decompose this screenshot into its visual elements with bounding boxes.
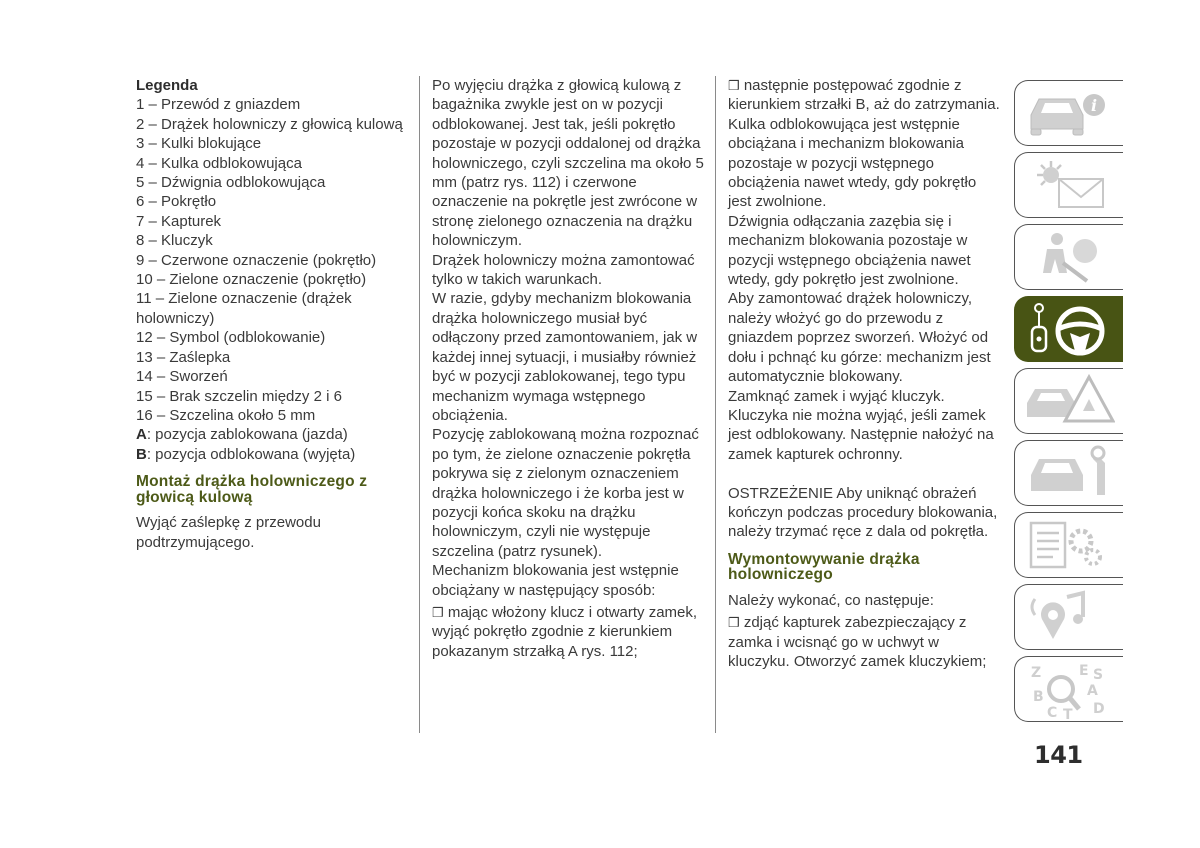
tab-emergency[interactable] bbox=[1014, 368, 1123, 434]
column-3 bbox=[728, 76, 1003, 671]
legend-item: 1 – Przewód z gniazdem bbox=[136, 96, 301, 114]
legend-key-a: A bbox=[136, 426, 147, 444]
paragraph: Kulka odblokowująca jest wstępnie obciążana i mechanizm blokowania pozostaje w pozycji wstępnego obciążenia nawet wtedy, gdy pokrętło jest zwolnione. bbox=[728, 115, 977, 211]
paragraph: Dźwignia odłączania zazębia się i mechanizm blokowania pozostaje w pozycji wstępnego obciążenia nawet wtedy, gdy pokrętło jest zwolnione. bbox=[728, 212, 971, 289]
legend-item: 6 – Pokrętło bbox=[136, 193, 217, 211]
tab-technical-data[interactable] bbox=[1014, 512, 1123, 578]
legend-item: 3 – Kulki blokujące bbox=[136, 135, 262, 153]
document-gears-icon bbox=[1023, 517, 1115, 573]
svg-text:C: C bbox=[1047, 705, 1058, 721]
legend-item: 14 – Sworzeń bbox=[136, 368, 228, 386]
spacer bbox=[728, 464, 1003, 483]
checkbox-bullet-icon: ❒ bbox=[728, 615, 740, 631]
tab-index[interactable] bbox=[1014, 656, 1123, 722]
paragraph: Kluczyka nie można wyjąć, jeśli zamek jest odblokowany. Następnie nałożyć na zamek kapturek ochronny. bbox=[728, 406, 994, 463]
tab-multimedia[interactable] bbox=[1014, 584, 1123, 650]
paragraph: Mechanizm blokowania jest wstępnie obciążany w następujący sposób: bbox=[432, 562, 679, 599]
paragraph: Drążek holowniczy można zamontować tylko w takich warunkach. bbox=[432, 251, 695, 289]
legend-item: 4 – Kulka odblokowująca bbox=[136, 154, 302, 172]
svg-text:Z: Z bbox=[1031, 665, 1042, 681]
tab-lights-mail[interactable] bbox=[1014, 152, 1123, 218]
checkbox-bullet-icon: ❒ bbox=[432, 604, 444, 620]
paragraph: Zamknąć zamek i wyjąć kluczyk. bbox=[728, 387, 945, 405]
car-warning-triangle-icon bbox=[1023, 373, 1115, 429]
bullet-text: następnie postępować zgodnie z kierunkiem strzałki B, aż do zatrzymania. bbox=[728, 77, 1000, 114]
paragraph: Należy wykonać, co następuje: bbox=[728, 591, 934, 609]
paragraph: Wyjąć zaślepkę z przewodu podtrzymującego. bbox=[136, 514, 321, 551]
legend-item: 15 – Brak szczelin między 2 i 6 bbox=[136, 387, 342, 405]
column-divider bbox=[419, 76, 420, 733]
car-wrench-icon bbox=[1023, 445, 1115, 501]
bullet-item bbox=[432, 603, 704, 661]
svg-text:S: S bbox=[1093, 667, 1104, 683]
column-2 bbox=[432, 76, 704, 661]
svg-text:E: E bbox=[1079, 663, 1089, 679]
svg-text:B: B bbox=[1033, 689, 1044, 705]
alphabetical-index-icon bbox=[1023, 661, 1115, 723]
checkbox-bullet-icon: ❒ bbox=[728, 78, 740, 93]
legend-item: 12 – Symbol (odblokowanie) bbox=[136, 329, 326, 347]
section-heading-mounting: Montaż drążka holowniczego z głowicą kulową bbox=[136, 473, 368, 506]
car-info-icon bbox=[1023, 85, 1115, 141]
lights-mail-icon bbox=[1023, 157, 1115, 213]
paragraph: W razie, gdyby mechanizm blokowania drążka holowniczego musiał być odłączony przed zamontowaniem, jak w każdej innej sytuacji, i musiałby również być w pozycji zablokowanej, tego typu mechanizm wymaga wstępnego obciążenia. bbox=[432, 290, 698, 424]
legend-position-a bbox=[136, 425, 406, 444]
legend-item: 16 – Szczelina około 5 mm bbox=[136, 406, 316, 424]
legend-item: 10 – Zielone oznaczenie (pokrętło) bbox=[136, 271, 367, 289]
svg-text:D: D bbox=[1093, 701, 1105, 717]
legend-item: 13 – Zaślepka bbox=[136, 348, 231, 366]
svg-text:A: A bbox=[1087, 683, 1098, 699]
paragraph: Po wyjęciu drążka z głowicą kulową z bagażnika zwykle jest on w pozycji odblokowanej. Jest tak, jeśli pokrętło pozostaje w pozycji oddalonej od drążka holowniczego, czyli szczelina ma około 5 mm (patrz rys. 112) i czerwone oznaczenie na pokrętle jest zwrócone w stronę zielonego oznaczenia na drążku holowniczym. bbox=[432, 77, 704, 250]
legend-text-b: : pozycja odblokowana (wyjęta) bbox=[146, 445, 356, 463]
key-steering-wheel-icon bbox=[1023, 301, 1115, 359]
page-number: 141 bbox=[1034, 741, 1083, 769]
legend-item: 7 – Kapturek bbox=[136, 212, 222, 230]
legend-item: 8 – Kluczyk bbox=[136, 232, 213, 250]
paragraph: Pozycję zablokowaną można rozpoznać po tym, że zielone oznaczenie pokrętła pokrywa się z zielonym oznaczeniem drążka holowniczego i że korba jest w pozycji końca skoku na drążku holowniczym, czyli nie występuje szczelina (patrz rysunek). bbox=[432, 426, 699, 560]
legend-item: 11 – Zielone oznaczenie (drążek holowniczy) bbox=[136, 290, 352, 327]
legend-text-a: : pozycja zablokowana (jazda) bbox=[146, 426, 348, 444]
bullet-text: zdjąć kapturek zabezpieczający z zamka i wcisnąć go w uchwyt w kluczyku. Otworzyć zamek kluczykiem; bbox=[728, 614, 987, 670]
legend-title: Legenda bbox=[136, 77, 198, 94]
bullet-item bbox=[728, 76, 1003, 115]
airbag-safety-icon bbox=[1023, 229, 1115, 285]
column-1 bbox=[136, 76, 406, 552]
svg-text:i: i bbox=[1090, 96, 1098, 115]
tab-safety[interactable] bbox=[1014, 224, 1123, 290]
bullet-item bbox=[728, 613, 1003, 671]
warning-text: OSTRZEŻENIE Aby uniknąć obrażeń kończyn podczas procedury blokowania, należy trzymać ręce z dala od pokrętła. bbox=[728, 484, 998, 541]
tab-car-info[interactable] bbox=[1014, 80, 1123, 146]
section-heading-removal: Wymontowywanie drążka holowniczego bbox=[728, 550, 920, 584]
legend-position-b bbox=[136, 445, 406, 464]
legend-item: 5 – Dźwignia odblokowująca bbox=[136, 174, 326, 192]
tab-servicing[interactable] bbox=[1014, 440, 1123, 506]
paragraph: Aby zamontować drążek holowniczy, należy włożyć go do przewodu z gniazdem poprzez sworzeń. Włożyć od dołu i pchnąć ku górze: mechanizm jest automatycznie blokowany. bbox=[728, 290, 991, 386]
column-divider bbox=[715, 76, 716, 733]
bullet-text: mając włożony klucz i otwarty zamek, wyjąć pokrętło zgodnie z kierunkiem pokazanym strzałką A rys. 112; bbox=[432, 603, 698, 660]
legend-key-b: B bbox=[136, 445, 147, 463]
legend-item: 2 – Drążek holowniczy z głowicą kulową bbox=[136, 115, 403, 133]
legend-item: 9 – Czerwone oznaczenie (pokrętło) bbox=[136, 251, 377, 269]
svg-text:T: T bbox=[1063, 707, 1073, 723]
multimedia-icon bbox=[1023, 589, 1115, 645]
tab-starting-driving[interactable] bbox=[1014, 296, 1123, 362]
